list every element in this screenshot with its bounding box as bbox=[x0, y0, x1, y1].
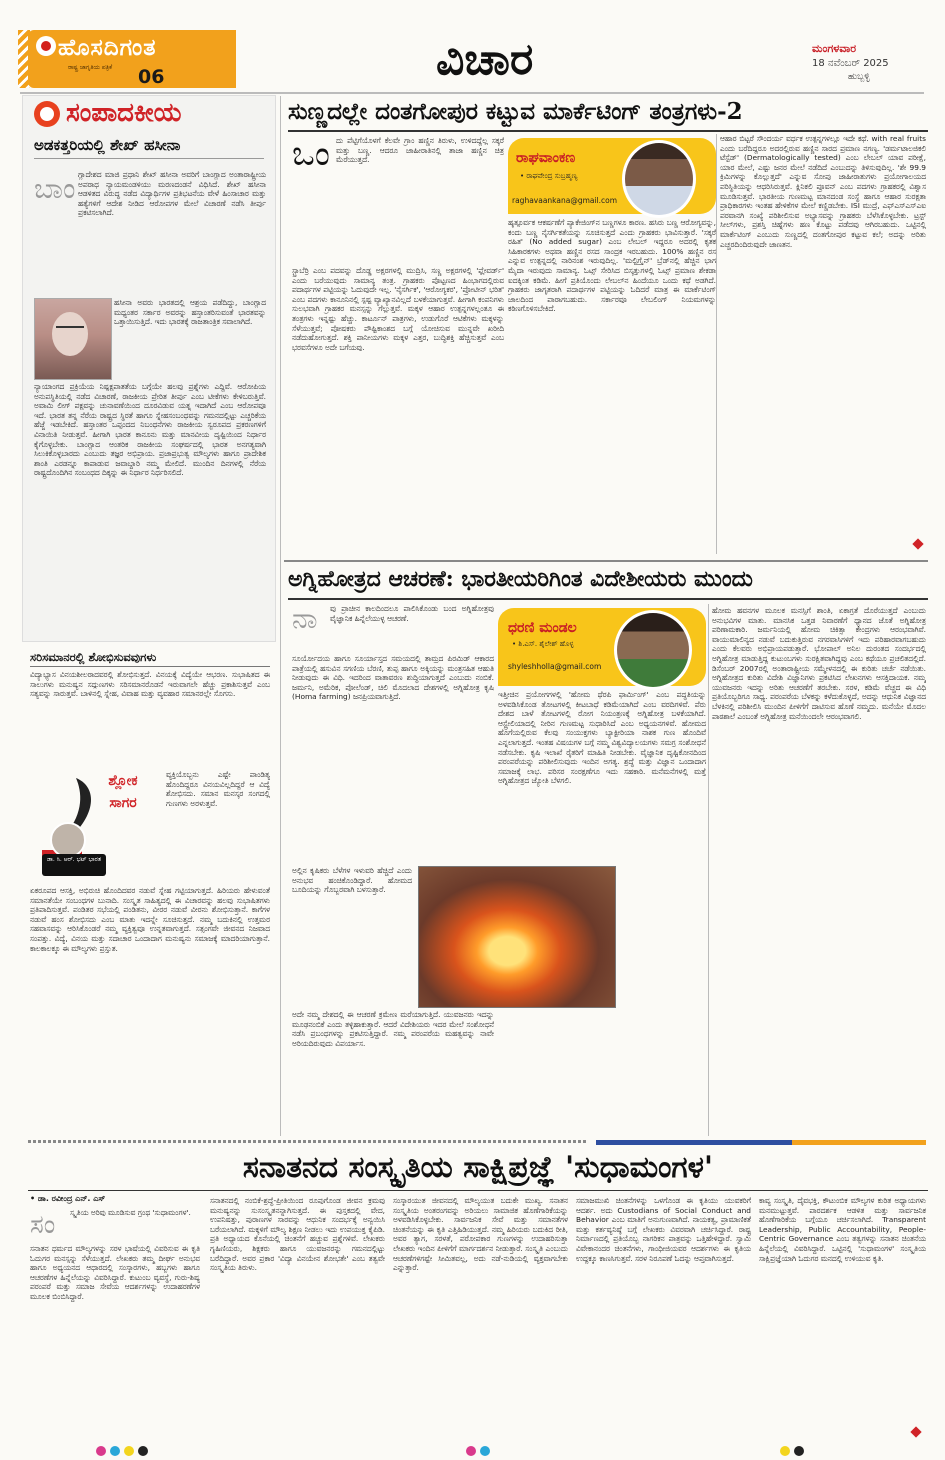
registration-dot-yellow-2 bbox=[780, 1446, 790, 1456]
article2-body-col1c: ಅದೇ ನಮ್ಮ ದೇಶದಲ್ಲಿ ಈ ಆಚರಣೆ ಕ್ರಮೇಣ ಮರೆಯಾಗುತ್ತಿದೆ. ಯುವಜನರು ಇದನ್ನು ಮೂಢನಂಬಿಕೆ ಎಂದು ತಳ್ಳಿಹಾಕುತ್ತಾರೆ. ಆದರೆ ವಿದೇಶಿಯರು ಇದರ ಮೇಲೆ ಸಂಶೋಧನೆ ನಡೆಸಿ ಪ್ರಬಂಧಗಳನ್ನು ಪ್ರಕಟಿಸುತ್ತಿದ್ದಾರೆ. ನಮ್ಮ ಪರಂಪರೆಯ ಮಹತ್ವವನ್ನು ನಾವೇ ಅರಿಯದಿರುವುದು ವಿಪರ್ಯಾಸ. bbox=[292, 1010, 494, 1048]
article1-body-col3: ಆಹಾರ ಬಿಟ್ಟರೆ ಸೌಂದರ್ಯ ವರ್ಧಕ ಉತ್ಪನ್ನಗಳಲ್ಲೂ ಇದೇ ಕಥೆ. with real fruits ಎಂದು ಬರೆದಿದ್ದರೂ ಅದರಲ್ಲಿರುವ ಹಣ್ಣಿನ ಸಾರದ ಪ್ರಮಾಣ ನಗಣ್ಯ. 'ಡರ್ಮಟಾಲಜಿಕಲಿ ಟೆಸ್ಟೆಡ್' (Dermatologically tested) ಎಂಬ ಲೇಬಲ್ ಯಾವ ಪರೀಕ್ಷೆ, ಯಾರ ಮೇಲೆ, ಎಷ್ಟು ಜನರ ಮೇಲೆ ನಡೆದಿದೆ ಎಂಬುದನ್ನು ತಿಳಿಸುವುದಿಲ್ಲ. 'ಶೇ 99.9 ಕ್ರಿಮಿಗಳನ್ನು ಕೊಲ್ಲುತ್ತದೆ' ಎನ್ನುವ ಸೋಪು ಜಾಹೀರಾತುಗಳು ಪ್ರಯೋಗಾಲಯದ ಪರಿಸ್ಥಿತಿಯನ್ನು ಆಧರಿಸಿರುತ್ತವೆ. ಕ್ಲಿನಿಕಲಿ ಪ್ರೂವನ್ ಎಂಬ ಪದಗಳು ಗ್ರಾಹಕರಲ್ಲಿ ವಿಶ್ವಾಸ ಮೂಡಿಸುತ್ತವೆ. ಭಾರತೀಯ ಗುಣಮಟ್ಟ ಮಾನದಂಡ ಸಂಸ್ಥೆ ಹಾಗೂ ಆಹಾರ ಸುರಕ್ಷತಾ ಪ್ರಾಧಿಕಾರಗಳು ಇಂತಹ ಹೇಳಿಕೆಗಳ ಮೇಲೆ ಕಣ್ಣಿಡಬೇಕು. ISI ಮುದ್ರೆ, ಎಫ್‌ಎಸ್‌ಎಸ್‌ಎಐ ಪರವಾನಗಿ ಸಂಖ್ಯೆ ಪರಿಶೀಲಿಸುವ ಅಭ್ಯಾಸವನ್ನು ಗ್ರಾಹಕರು ಬೆಳೆಸಿಕೊಳ್ಳಬೇಕು. ಟ್ರಸ್ಟ್ ಸೀಲ್‌ಗಳು, ಪ್ರಶಸ್ತಿ ಚಿಹ್ನೆಗಳು ಹಣ ಕೊಟ್ಟು ಪಡೆದವು ಆಗಿರಬಹುದು. ಒಟ್ಟಿನಲ್ಲಿ ಮಾರ್ಕೆಟಿಂಗ್ ಎಂಬುದು ಸುಣ್ಣದಲ್ಲಿ ದಂತಗೋಪುರ ಕಟ್ಟುವ ಕಲೆ; ಅದನ್ನು ಅರಿತು ಎಚ್ಚರದಿಂದಿರುವುದೇ ಜಾಣತನ. bbox=[720, 134, 926, 249]
registration-dot-cyan bbox=[110, 1446, 120, 1456]
shloka-title-2: ಸಾಗರ bbox=[109, 795, 137, 811]
editorial-body-3: ನ್ಯಾಯಾಂಗದ ಪ್ರಕ್ರಿಯೆಯ ನಿಷ್ಪಕ್ಷಪಾತತೆಯ ಬಗ್ಗೆಯೇ ಹಲವು ಪ್ರಶ್ನೆಗಳು ಎದ್ದಿವೆ. ಆರೋಪಿಯ ಅನುಪಸ್ಥಿತಿಯಲ್ಲಿ ನಡೆದ ವಿಚಾರಣೆ, ರಾಜಕೀಯ ಪ್ರೇರಿತ ತೀರ್ಪು ಎಂಬ ಟೀಕೆಗಳು ಕೇಳಿಬರುತ್ತಿವೆ. ಅವಾಮಿ ಲೀಗ್ ಪಕ್ಷವನ್ನು ಚುನಾವಣೆಯಿಂದ ದೂರವಿಡುವ ಯತ್ನ ಇದಾಗಿದೆ ಎಂಬ ಆರೋಪವೂ ಇದೆ. ಭಾರತ ತನ್ನ ನೆರೆಯ ರಾಷ್ಟ್ರದ ಸ್ಥಿರತೆ ಹಾಗೂ ಸ್ನೇಹಸಂಬಂಧವನ್ನು ಗಮನದಲ್ಲಿಟ್ಟು ಎಚ್ಚರಿಕೆಯ ಹೆಜ್ಜೆ ಇಡಬೇಕಿದೆ. ಹಸ್ತಾಂತರ ಒಪ್ಪಂದದ ನಿಬಂಧನೆಗಳು ರಾಜಕೀಯ ಸ್ವರೂಪದ ಪ್ರಕರಣಗಳಿಗೆ ವಿನಾಯಿತಿ ನೀಡುತ್ತವೆ. ಹೀಗಾಗಿ ಭಾರತ ಕಾನೂನು ಮತ್ತು ಮಾನವೀಯ ದೃಷ್ಟಿಯಿಂದ ನಿರ್ಧಾರ ಕೈಗೊಳ್ಳಬೇಕು. ಬಾಂಗ್ಲಾದ ಆಂತರಿಕ ರಾಜಕೀಯ ಸಂಘರ್ಷದಲ್ಲಿ ಭಾರತ ಅನಗತ್ಯವಾಗಿ ಸಿಲುಕಿಕೊಳ್ಳಬಾರದು ಎಂಬುದು ತಜ್ಞರ ಅಭಿಪ್ರಾಯ. ಪ್ರಜಾಪ್ರಭುತ್ವ ಮೌಲ್ಯಗಳು ಹಾಗೂ ಪ್ರಾದೇಶಿಕ ಶಾಂತಿ ಎರಡನ್ನೂ ಕಾಪಾಡುವ ಜವಾಬ್ದಾರಿ ನಮ್ಮ ಮೇಲಿದೆ. ಮುಂದಿನ ದಿನಗಳಲ್ಲಿ ನೆರೆಯ ರಾಷ್ಟ್ರದೊಂದಿಗಿನ ಸಂಬಂಧದ ದಿಕ್ಕನ್ನು ಈ ನಿರ್ಧಾರ ನಿರ್ಧರಿಸಲಿದೆ. bbox=[34, 382, 266, 478]
shloka-title-1: ಶ್ಲೋಕ bbox=[108, 773, 138, 789]
bottom-body-col5: ಕಾವ್ಯ ಸಂಸ್ಕೃತಿ, ದೈವಭಕ್ತಿ, ಕೌಟುಂಬಿಕ ಮೌಲ್ಯಗಳ ಕುರಿತ ಅಧ್ಯಾಯಗಳು ಮನಮುಟ್ಟುತ್ತವೆ. ಪಾರದರ್ಶಕ ಆಡಳಿತ ಮತ್ತು ಸಾರ್ವಜನಿಕ ಹೊಣೆಗಾರಿಕೆಯ ಬಗ್ಗೆಯೂ ಚರ್ಚಿಸಲಾಗಿದೆ. Transparent Leadership, Public Accountability, People-Centric Governance ಎಂಬ ತತ್ವಗಳನ್ನು ಸನಾತನ ಚಿಂತನೆಯ ಹಿನ್ನೆಲೆಯಲ್ಲಿ ವಿವರಿಸಿದ್ದಾರೆ. ಒಟ್ಟಿನಲ್ಲಿ 'ಸುಧಾಮಂಗಳ' ಸಂಸ್ಕೃತಿಯ ಸಾಕ್ಷಿಪ್ರಜ್ಞೆಯಾಗಿ ಓದುಗರ ಮನದಲ್ಲಿ ಉಳಿಯುವ ಕೃತಿ. bbox=[759, 1196, 926, 1263]
registration-dot-black bbox=[138, 1446, 148, 1456]
edition-city: ಹುಬ್ಬಳ್ಳಿ bbox=[848, 72, 870, 82]
article1-dropcap: ಒಂ bbox=[292, 134, 330, 174]
article2-email-link[interactable]: shyleshholla@gmail.com bbox=[508, 662, 602, 671]
editorial-bullseye-center bbox=[40, 107, 54, 121]
bottom-headline[interactable]: ಸನಾತನದ ಸಂಸ್ಕೃತಿಯ ಸಾಕ್ಷಿಪ್ರಜ್ಞೆ 'ಸುಧಾಮಂಗಳ' bbox=[242, 1150, 714, 1185]
article1-headline-rule bbox=[288, 130, 928, 132]
article1-column-name: ರಾಘವಾಂಕಣ bbox=[516, 150, 576, 166]
article1-headline[interactable]: ಸುಣ್ಣದಲ್ಲೇ ದಂತಗೋಪುರ ಕಟ್ಟುವ ಮಾರ್ಕೆಟಿಂಗ್ ತಂತ್ರಗಳು-2 bbox=[288, 98, 743, 125]
article2-column-name: ಧರಣಿ ಮಂಡಲ bbox=[508, 620, 577, 636]
shloka-author-badge: ಡಾ. ಸಿ. ಆರ್. ಭಟ್ ಭಾರತ bbox=[42, 854, 106, 876]
article2-col-divider bbox=[708, 604, 709, 1136]
shloka-author-photo bbox=[50, 822, 86, 858]
article2-body-col1: ಸೂರ್ಯೋದಯ ಹಾಗೂ ಸೂರ್ಯಾಸ್ತದ ಸಮಯದಲ್ಲಿ ತಾಮ್ರದ ಪಿರಮಿಡ್ ಆಕಾರದ ಪಾತ್ರೆಯಲ್ಲಿ ಹಸುವಿನ ಸಗಣಿಯ ಬೆರಣಿ, ತುಪ್ಪ ಹಾಗೂ ಅಕ್ಕಿಯನ್ನು ಮಂತ್ರಸಹಿತ ಆಹುತಿ ನೀಡುವುದು ಈ ವಿಧಿ. ಇದರಿಂದ ವಾತಾವರಣ ಶುದ್ಧಿಯಾಗುತ್ತದೆ ಎಂಬುದು ನಂಬಿಕೆ. ಜರ್ಮನಿ, ಅಮೆರಿಕ, ಪೋಲೆಂಡ್, ಚಿಲಿ ಮೊದಲಾದ ದೇಶಗಳಲ್ಲಿ ಅಗ್ನಿಹೋತ್ರ ಕೃಷಿ (Homa farming) ಜನಪ್ರಿಯವಾಗುತ್ತಿದೆ. bbox=[292, 654, 494, 702]
article2-body-col1b: ಅಲ್ಲಿನ ಕೃಷಿಕರು ಬೆಳೆಗಳ ಇಳುವರಿ ಹೆಚ್ಚಿದೆ ಎಂದು ಅನುಭವ ಹಂಚಿಕೊಂಡಿದ್ದಾರೆ. ಹೋಮದ ಬೂದಿಯನ್ನು ಗೊಬ್ಬರವಾಗಿ ಬಳಸುತ್ತಾರೆ. bbox=[292, 866, 412, 895]
editorial-label: ಸಂಪಾದಕೀಯ bbox=[66, 98, 182, 128]
article2-body-intro: ವು ಪ್ರಾಚೀನ ಕಾಲದಿಂದಲೂ ಪಾಲಿಸಿಕೊಂಡು ಬಂದ ಅಗ್ನಿಹೋತ್ರವು ವೈಜ್ಞಾನಿಕ ಹಿನ್ನೆಲೆಯುಳ್ಳ ಆಚರಣೆ. bbox=[330, 604, 494, 623]
sari-headline[interactable]: ಸರಿಸಮಾನರಲ್ಲಿ ಶೋಭಿಸುವವುಗಳು bbox=[30, 650, 157, 664]
agnihotra-fire-photo bbox=[418, 866, 616, 1008]
sari-body-2: ವ್ಯಕ್ತಿಯೊಬ್ಬನು ಎಷ್ಟೇ ಪಾಂಡಿತ್ಯ ಹೊಂದಿದ್ದರೂ ವಿನಯವಿಲ್ಲದಿದ್ದರೆ ಆ ವಿದ್ಯೆ ಶೋಭಿಸದು. ಸಮಾನ ಮನಸ್ಕರ ಸಂಗದಲ್ಲಿ ಗುಣಗಳು ಅರಳುತ್ತವೆ. bbox=[166, 770, 270, 808]
brand-name: ಹೊಸದಿಗಂತ bbox=[58, 34, 157, 61]
bottom-body-col2: ಸನಾತನದಲ್ಲಿ ನಂಬಿಕೆ-ಶ್ರದ್ಧೆ-ಪ್ರೀತಿಯಿಂದ ರೂಪುಗೊಂಡ ಜೀವನ ಕ್ರಮವು ಮನುಷ್ಯನನ್ನು ಸುಸಂಸ್ಕೃತನನ್ನಾಗಿಸುತ್ತದೆ. ಈ ಪುಸ್ತಕದಲ್ಲಿ ವೇದ, ಉಪನಿಷತ್ತು, ಪುರಾಣಗಳ ಸಾರವನ್ನು ಆಧುನಿಕ ಸಂದರ್ಭಕ್ಕೆ ಅನ್ವಯಿಸಿ ಬರೆಯಲಾಗಿದೆ. ಮಕ್ಕಳಿಗೆ ಮೌಲ್ಯ ಶಿಕ್ಷಣ ನೀಡಲು ಇದು ಉಪಯುಕ್ತ ಕೈಪಿಡಿ. ಪ್ರತಿ ಅಧ್ಯಾಯದ ಕೊನೆಯಲ್ಲಿ ಚಿಂತನೆಗೆ ಹಚ್ಚುವ ಪ್ರಶ್ನೆಗಳಿವೆ. ಲೇಖಕರು ಗೃಹಿಣಿಯರು, ಶಿಕ್ಷಕರು ಹಾಗೂ ಯುವಜನರನ್ನು ಗಮನದಲ್ಲಿಟ್ಟು ಬರೆದಿದ್ದಾರೆ. ಅವರ ಪ್ರಕಾರ 'ವಿದ್ಯಾ ವಿನಯೇನ ಶೋಭತೇ' ಎಂಬ ತತ್ವವೇ ಸಂಸ್ಕೃತಿಯ ತಿರುಳು. bbox=[210, 1196, 385, 1273]
brand-emblem-center bbox=[41, 41, 51, 51]
article1-email-link[interactable]: raghavaankana@gmail.com bbox=[512, 196, 618, 205]
article1-body-intro: ದು ಪೆಟ್ಟಿಗೆಯೊಳಗೆ ಕೆಲವೇ ಗ್ರಾಂ ಹಣ್ಣಿನ ತಿರುಳು, ಉಳಿದದ್ದೆಲ್ಲ ಸಕ್ಕರೆ ಮತ್ತು ಬಣ್ಣ. ಆದರೂ ಜಾಹೀರಾತಿನಲ್ಲಿ ತಾಜಾ ಹಣ್ಣಿನ ಚಿತ್ರ ಮೆರೆಯುತ್ತದೆ. bbox=[336, 136, 504, 165]
registration-dot-black-2 bbox=[794, 1446, 804, 1456]
article2-dropcap: ನಾ bbox=[292, 602, 318, 635]
article1-author: • ರಾಘವೇಂದ್ರ ಸುಬ್ರಹ್ಮಣ್ಯ bbox=[520, 172, 578, 180]
header-rule bbox=[20, 92, 924, 94]
bottom-body-col1: ಸನಾತನ ಧರ್ಮದ ಮೌಲ್ಯಗಳನ್ನು ಸರಳ ಭಾಷೆಯಲ್ಲಿ ವಿವರಿಸುವ ಈ ಕೃತಿ ಓದುಗರ ಮನಸ್ಸನ್ನು ಸೆಳೆಯುತ್ತದೆ. ಲೇಖಕರು ತಮ್ಮ ದೀರ್ಘ ಅನುಭವ ಹಾಗೂ ಅಧ್ಯಯನದ ಆಧಾರದಲ್ಲಿ ಸಂಸ್ಕಾರಗಳು, ಹಬ್ಬಗಳು ಹಾಗೂ ಆಚರಣೆಗಳ ಹಿನ್ನೆಲೆಯನ್ನು ವಿವರಿಸಿದ್ದಾರೆ. ಕುಟುಂಬ ವ್ಯವಸ್ಥೆ, ಗುರು-ಶಿಷ್ಯ ಪರಂಪರೆ ಮತ್ತು ಸಮಾಜ ಸೇವೆಯ ಆದರ್ಶಗಳನ್ನು ಉದಾಹರಣೆಗಳ ಮೂಲಕ ಬಿಂಬಿಸಿದ್ದಾರೆ. bbox=[30, 1244, 200, 1301]
sari-rule bbox=[30, 666, 270, 667]
bottom-dropcap: ಸಂ bbox=[30, 1210, 56, 1240]
sari-body-3: ಏಕರೂಪದ ಆಸಕ್ತಿ, ಅಭಿರುಚಿ ಹೊಂದಿದವರ ನಡುವೆ ಸ್ನೇಹ ಗಟ್ಟಿಯಾಗುತ್ತದೆ. ಹಿರಿಯರು ಹೇಳುವಂತೆ ಸಮಾನತೆಯೇ ಸಂಬಂಧಗಳ ಬುನಾದಿ. ಸಂಸ್ಕೃತ ಸಾಹಿತ್ಯದಲ್ಲಿ ಈ ವಿಚಾರವನ್ನು ಹಲವು ಸುಭಾಷಿತಗಳು ಪ್ರತಿಪಾದಿಸುತ್ತವೆ. ಪಂಡಿತರ ಸಭೆಯಲ್ಲಿ ಪಂಡಿತನು, ವೀರರ ನಡುವೆ ವೀರನು ಶೋಭಿಸುತ್ತಾನೆ. ಕಾಗೆಗಳ ನಡುವೆ ಹಂಸ ಶೋಭಿಸದು ಎಂಬ ಮಾತು ಇದನ್ನೇ ಸೂಚಿಸುತ್ತದೆ. ನಮ್ಮ ಬದುಕಿನಲ್ಲಿ ಉತ್ತಮರ ಸಹವಾಸವನ್ನು ಆರಿಸಿಕೊಂಡರೆ ನಮ್ಮ ವ್ಯಕ್ತಿತ್ವವೂ ಉನ್ನತವಾಗುತ್ತದೆ. ಸತ್ಸಂಗವೇ ಜೀವನದ ನಿಜವಾದ ಸಂಪತ್ತು. ವಿದ್ಯೆ, ವಿನಯ ಮತ್ತು ಸದಾಚಾರ ಒಂದಾದಾಗ ಮನುಷ್ಯನು ಸಮಾಜಕ್ಕೆ ಮಾದರಿಯಾಗುತ್ತಾನೆ. ಕಾಲಕಾಲಕ್ಕೂ ಈ ಮೌಲ್ಯಗಳು ಪ್ರಸ್ತುತ. bbox=[30, 886, 270, 953]
article1-col-divider bbox=[716, 134, 717, 554]
bottom-body-intro: ಸ್ಕೃತಿಯ ಅರಿವು ಮೂಡಿಸುವ ಗ್ರಂಥ 'ಸುಧಾಮಂಗಳ'. bbox=[70, 1208, 191, 1217]
editorial-photo-face bbox=[52, 312, 88, 356]
editorial-photo-glasses bbox=[56, 326, 84, 334]
article2-author: • ಶಿ.ಎಸ್. ಶೈಲೇಶ್ ಹೊಳ್ಳ bbox=[512, 640, 574, 648]
bottom-headline-rule bbox=[28, 1190, 928, 1191]
article2-headline[interactable]: ಅಗ್ನಿಹೋತ್ರದ ಆಚರಣೆ: ಭಾರತೀಯರಿಗಿಂತ ವಿದೇಶೀಯರು ಮುಂದು bbox=[288, 566, 753, 592]
article2-body-col2: ಇತ್ತೀಚಿನ ಪ್ರಯೋಗಗಳಲ್ಲಿ 'ಹೋಮ ಥೆರಪಿ ಫಾರ್ಮಿಂಗ್' ಎಂಬ ಪದ್ಧತಿಯನ್ನು ಅಳವಡಿಸಿಕೊಂಡ ತೋಟಗಳಲ್ಲಿ ಕೀಟಬಾಧೆ ಕಡಿಮೆಯಾಗಿದೆ ಎಂಬ ವರದಿಗಳಿವೆ. ಪೆರು ದೇಶದ ಬಾಳೆ ತೋಟಗಳಲ್ಲಿ ರೋಗ ನಿಯಂತ್ರಣಕ್ಕೆ ಅಗ್ನಿಹೋತ್ರ ಬಳಕೆಯಾಗಿದೆ. ಆಸ್ಟ್ರೇಲಿಯಾದಲ್ಲಿ ನೀರಿನ ಗುಣಮಟ್ಟ ಸುಧಾರಿಸಿದೆ ಎಂಬ ಅಧ್ಯಯನಗಳಿವೆ. ಹೋಮದ ಹೊಗೆಯಲ್ಲಿರುವ ಕೆಲವು ಸಂಯುಕ್ತಗಳು ಬ್ಯಾಕ್ಟೀರಿಯಾ ನಾಶಕ ಗುಣ ಹೊಂದಿವೆ ಎನ್ನಲಾಗುತ್ತದೆ. ಇಂತಹ ವಿಷಯಗಳ ಬಗ್ಗೆ ನಮ್ಮ ವಿಶ್ವವಿದ್ಯಾಲಯಗಳು ಸಮಗ್ರ ಸಂಶೋಧನೆ ನಡೆಸಬೇಕು. ಕೃಷಿ ಇಲಾಖೆ ರೈತರಿಗೆ ಮಾಹಿತಿ ನೀಡಬೇಕು. ವೈಜ್ಞಾನಿಕ ದೃಷ್ಟಿಕೋನದಿಂದ ಪರಂಪರೆಯನ್ನು ಪರಿಶೀಲಿಸುವುದು ಇಂದಿನ ಅಗತ್ಯ. ಶ್ರದ್ಧೆ ಮತ್ತು ವಿಜ್ಞಾನ ಒಂದಾದಾಗ ಸಮಾಜಕ್ಕೆ ಲಾಭ. ಪರಿಸರ ಸಂರಕ್ಷಣೆಗೂ ಇದು ಸಹಕಾರಿ. ಮನೆಮನೆಗಳಲ್ಲಿ ಮತ್ತೆ ಅಗ್ನಿಹೋತ್ರದ ಜ್ಯೋತಿ ಬೆಳಗಲಿ. bbox=[498, 690, 706, 786]
registration-dot-yellow bbox=[124, 1446, 134, 1456]
bottom-body-col3: ಸಂಸ್ಕಾರಯುತ ಜೀವನದಲ್ಲಿ ಮೌಲ್ಯಯುತ ಬದುಕೇ ಮುಖ್ಯ. ಸನಾತನ ಸಂಸ್ಕೃತಿಯ ಅಂತರಂಗವನ್ನು ಅರಿಯಲು ಸಾಮಾಜಿಕ ಹೊಣೆಗಾರಿಕೆಯನ್ನು ಅಳವಡಿಸಿಕೊಳ್ಳಬೇಕು. ಸಾರ್ವಜನಿಕ ಸೇವೆ ಮತ್ತು ಸಮಾನತೆಗಳ ಚಿಂತನೆಯನ್ನು ಈ ಕೃತಿ ಎತ್ತಿಹಿಡಿಯುತ್ತದೆ. ನಮ್ಮ ಹಿರಿಯರು ಬದುಕಿದ ರೀತಿ, ಅವರ ತ್ಯಾಗ, ಸರಳತೆ, ಪರೋಪಕಾರ ಗುಣಗಳನ್ನು ಉದಾಹರಿಸುತ್ತಾ ಲೇಖಕರು ಇಂದಿನ ಪೀಳಿಗೆಗೆ ಮಾರ್ಗದರ್ಶನ ನೀಡುತ್ತಾರೆ. ಸಂಸ್ಕೃತಿ ಎಂಬುದು ಆಚರಣೆಗಳಿಗಷ್ಟೇ ಸೀಮಿತವಲ್ಲ, ಅದು ನಡೆ-ನುಡಿಯಲ್ಲಿ ವ್ಯಕ್ತವಾಗಬೇಕು ಎನ್ನುತ್ತಾರೆ. bbox=[393, 1196, 568, 1273]
bottom-body-col4: ಸಮಾಜಮುಖಿ ಚಿಂತನೆಗಳನ್ನು ಒಳಗೊಂಡ ಈ ಕೃತಿಯು ಯುವಕರಿಗೆ ಆದರ್ಶ. ಅದು Custodians of Social Conduct and Behavior ಎಂಬ ಮಾತಿಗೆ ಅನುಗುಣವಾಗಿದೆ. ನಾಯಕತ್ವ, ಪ್ರಾಮಾಣಿಕತೆ ಮತ್ತು ಕರ್ತವ್ಯನಿಷ್ಠೆ ಬಗ್ಗೆ ಲೇಖಕರು ವಿವರವಾಗಿ ಚರ್ಚಿಸಿದ್ದಾರೆ. ರಾಷ್ಟ್ರ ನಿರ್ಮಾಣದಲ್ಲಿ ಪ್ರತಿಯೊಬ್ಬ ನಾಗರಿಕನ ಪಾತ್ರವನ್ನು ಒತ್ತಿಹೇಳಿದ್ದಾರೆ. ಸ್ವಾಮಿ ವಿವೇಕಾನಂದರ ಚಿಂತನೆಗಳು, ಗಾಂಧೀಜಿಯವರ ಆದರ್ಶಗಳು ಈ ಕೃತಿಯ ಉದ್ದಕ್ಕೂ ಕಾಣಸಿಗುತ್ತವೆ. ಸರಳ ನಿರೂಪಣೆ ಓದನ್ನು ಆಪ್ತವಾಗಿಸುತ್ತದೆ. bbox=[576, 1196, 751, 1263]
brand-tagline: ರಾಷ್ಟ್ರ ಜಾಗೃತಿಯ ಪತ್ರಿಕೆ bbox=[68, 64, 113, 71]
article1-body-col1: ಸ್ಟ್ರಾಬೆರ‍್ರಿ ಎಂಬ ಪದವನ್ನು ದೊಡ್ಡ ಅಕ್ಷರಗಳಲ್ಲಿ ಮುದ್ರಿಸಿ, ಸಣ್ಣ ಅಕ್ಷರಗಳಲ್ಲಿ 'ಫ್ಲೇವರ್ಡ್' ಎಂದು ಬರೆಯುವುದು ಸಾಮಾನ್ಯ ತಂತ್ರ. ಗ್ರಾಹಕರು ಪೊಟ್ಟಣದ ಹಿಂಭಾಗದಲ್ಲಿರುವ ಪದಾರ್ಥಗಳ ಪಟ್ಟಿಯನ್ನು ಓದುವುದೇ ಇಲ್ಲ. 'ನೈಸರ್ಗಿಕ', 'ಆರೋಗ್ಯಕರ', 'ಪ್ರೋಟೀನ್ ಭರಿತ' ಎಂಬ ಪದಗಳು ಕಾನೂನಿನಲ್ಲಿ ಸ್ಪಷ್ಟ ವ್ಯಾಖ್ಯಾನವಿಲ್ಲದೆ ಬಳಕೆಯಾಗುತ್ತವೆ. ಹೀಗಾಗಿ ಕಂಪನಿಗಳು ಸುಲಭವಾಗಿ ಗ್ರಾಹಕರ ಮನಸ್ಸನ್ನು ಗೆಲ್ಲುತ್ತವೆ. ಮಕ್ಕಳ ಆಹಾರ ಉತ್ಪನ್ನಗಳಲ್ಲಂತೂ ಈ ತಂತ್ರಗಳು ಇನ್ನಷ್ಟು ಹೆಚ್ಚು. ಕಾರ್ಟೂನ್ ಪಾತ್ರಗಳು, ಉಡುಗೊರೆ ಆಟಿಕೆಗಳು ಮಕ್ಕಳನ್ನು ಸೆಳೆಯುತ್ತವೆ; ಪೋಷಕರು ಪೌಷ್ಟಿಕಾಂಶದ ಬಗ್ಗೆ ಯೋಚಿಸುವ ಮುನ್ನವೇ ಖರೀದಿ ನಡೆದುಹೋಗುತ್ತದೆ. ಶಕ್ತಿ ಪಾನೀಯಗಳು ಮಕ್ಕಳ ಎತ್ತರ, ಬುದ್ಧಿಶಕ್ತಿ ಹೆಚ್ಚಿಸುತ್ತವೆ ಎಂಬ ಭರವಸೆಗಳೂ ಅದೇ ಬಗೆಯವು. bbox=[292, 266, 504, 352]
registration-dot-magenta bbox=[96, 1446, 106, 1456]
sari-body-1: ವಿದ್ಯಾಭ್ಯಾಸ ವಿನಯಶೀಲರಾದವರಲ್ಲಿ ಶೋಭಿಸುತ್ತದೆ. ವಿನಯಕ್ಕೆ ವಿದ್ಯೆಯೇ ಆಭರಣ. ಸುಭಾಷಿತದ ಈ ಸಾಲುಗಳು ಮನುಷ್ಯನ ಸದ್ಗುಣಗಳು ಸರಿಸಮಾನರೊಡನೆ ಇರುವಾಗಲೇ ಹೆಚ್ಚು ಪ್ರಕಾಶಿಸುತ್ತವೆ ಎಂಬ ಸತ್ಯವನ್ನು ಸಾರುತ್ತವೆ. ಬಾಳಿನಲ್ಲಿ ಸ್ನೇಹ, ವಿವಾಹ ಮತ್ತು ವ್ಯವಹಾರ ಸಮಾನರಲ್ಲೇ ಸೊಗಸು. bbox=[30, 670, 270, 699]
editorial-headline[interactable]: ಅಡಕತ್ತರಿಯಲ್ಲಿ ಶೇಖ್ ಹಸೀನಾ bbox=[34, 136, 181, 154]
bottom-author: • ಡಾ. ರವೀಂದ್ರ ಎನ್. ಎಸ್ bbox=[30, 1194, 106, 1203]
editorial-rule bbox=[34, 158, 264, 159]
article-divider bbox=[284, 560, 928, 562]
registration-dot-magenta-2 bbox=[466, 1446, 476, 1456]
article1-author-photo bbox=[622, 140, 696, 218]
editorial-body-1: ಗ್ಲಾದೇಶದ ಮಾಜಿ ಪ್ರಧಾನಿ ಶೇಖ್ ಹಸೀನಾ ಅವರಿಗೆ ಬಾಂಗ್ಲಾದ ಅಂತಾರಾಷ್ಟ್ರೀಯ ಅಪರಾಧ ನ್ಯಾಯಮಂಡಳಿಯು ಮರಣದಂಡನೆ ವಿಧಿಸಿದೆ. ಶೇಖ್ ಹಸೀನಾ ಆಡಳಿತದ ವಿರುದ್ಧ ನಡೆದ ವಿದ್ಯಾರ್ಥಿಗಳ ಪ್ರತಿಭಟನೆಯ ವೇಳೆ ಹಿಂಸಾಚಾರ ಮತ್ತು ಹತ್ಯೆಗಳಿಗೆ ಆದೇಶ ನೀಡಿದ ಆರೋಪಗಳ ಮೇಲೆ ವಿಚಾರಣೆ ನಡೆಸಿ ತೀರ್ಪು ಪ್ರಕಟಿಸಲಾಗಿದೆ. bbox=[78, 170, 266, 218]
bottom-dotted-bar bbox=[28, 1140, 588, 1143]
section-title: ವಿಚಾರ bbox=[436, 34, 534, 85]
page-number: 06 bbox=[138, 66, 165, 88]
editorial-dropcap: ಬಾಂ bbox=[34, 172, 76, 205]
bottom-blue-bar bbox=[596, 1140, 792, 1145]
article1-body-col2: ಹೃತ್ಪೂರ್ವಕ ಆಕರ್ಷಣೆಗೆ ಪ್ಯಾಕೇಜಿಂಗ್‌ನ ಬಣ್ಣಗಳೂ ಕಾರಣ. ಹಸಿರು ಬಣ್ಣ ಆರೋಗ್ಯವನ್ನು, ಕಂದು ಬಣ್ಣ ನೈಸರ್ಗಿಕತೆಯನ್ನು ಸೂಚಿಸುತ್ತದೆ ಎಂದು ಗ್ರಾಹಕರು ಭಾವಿಸುತ್ತಾರೆ. 'ಸಕ್ಕರೆ ರಹಿತ' (No added sugar) ಎಂಬ ಲೇಬಲ್ ಇದ್ದರೂ ಅದರಲ್ಲಿ ಕೃತಕ ಸಿಹಿಕಾರಕಗಳು ಅಥವಾ ಹಣ್ಣಿನ ರಸದ ಸಾಂದ್ರಕ ಇರಬಹುದು. 100% ಹಣ್ಣಿನ ರಸ ಎನ್ನುವ ಉತ್ಪನ್ನದಲ್ಲಿ ನಾರಿನಂಶ ಇರುವುದಿಲ್ಲ. 'ಮಲ್ಟಿಗ್ರೈನ್' ಬ್ರೆಡ್‌ನಲ್ಲಿ ಹೆಚ್ಚಿನ ಭಾಗ ಮೈದಾ ಇರುವುದು ಸಾಮಾನ್ಯ. ಓಟ್ಸ್ ಸೇರಿಸಿದ ಬಿಸ್ಕತ್ತುಗಳಲ್ಲಿ ಓಟ್ಸ್ ಪ್ರಮಾಣ ಶೇಕಡಾ ಐದಕ್ಕಿಂತ ಕಡಿಮೆ. ಹೀಗೆ ಪ್ರತಿಯೊಂದು ಲೇಬಲ್‌ನ ಹಿಂದೆಯೂ ಒಂದು ಕಥೆ ಅಡಗಿದೆ. ಗ್ರಾಹಕರು ಜಾಗೃತರಾಗಿ ಪದಾರ್ಥಗಳ ಪಟ್ಟಿಯನ್ನು ಓದಿದರೆ ಮಾತ್ರ ಈ ಮಾರ್ಕೆಟಿಂಗ್ ಜಾಲದಿಂದ ಪಾರಾಗಬಹುದು. ಸರ್ಕಾರವೂ ಲೇಬಲಿಂಗ್ ನಿಯಮಗಳನ್ನು ಕಠಿಣಗೊಳಿಸಬೇಕಿದೆ. bbox=[508, 218, 716, 314]
date-full: 18 ನವೆಂಬರ್ 2025 bbox=[812, 58, 889, 69]
article2-headline-rule bbox=[288, 598, 928, 600]
article2-author-photo bbox=[614, 610, 692, 690]
bottom-orange-bar bbox=[792, 1140, 926, 1145]
editorial-body-2: ಹಸೀನಾ ಅವರು ಭಾರತದಲ್ಲಿ ಆಶ್ರಯ ಪಡೆದಿದ್ದು, ಬಾಂಗ್ಲಾದ ಮಧ್ಯಂತರ ಸರ್ಕಾರ ಅವರನ್ನು ಹಸ್ತಾಂತರಿಸುವಂತೆ ಭಾರತವನ್ನು ಒತ್ತಾಯಿಸುತ್ತಿದೆ. ಇದು ಭಾರತಕ್ಕೆ ರಾಜತಾಂತ್ರಿಕ ಸವಾಲಾಗಿದೆ. bbox=[114, 298, 266, 327]
registration-dot-cyan-2 bbox=[480, 1446, 490, 1456]
date-day: ಮಂಗಳವಾರ bbox=[812, 42, 857, 55]
article2-body-col3: ಹೋಮ ಹವನಗಳ ಮೂಲಕ ಮನಸ್ಸಿಗೆ ಶಾಂತಿ, ಏಕಾಗ್ರತೆ ದೊರೆಯುತ್ತದೆ ಎಂಬುದು ಅನುಭವಿಗಳ ಮಾತು. ಮಾನಸಿಕ ಒತ್ತಡ ನಿವಾರಣೆಗೆ ಧ್ಯಾನದ ಜೊತೆ ಅಗ್ನಿಹೋತ್ರ ಪರಿಣಾಮಕಾರಿ. ಜರ್ಮನಿಯಲ್ಲಿ ಹೋಮ ಚಿಕಿತ್ಸಾ ಕೇಂದ್ರಗಳು ಆರಂಭವಾಗಿವೆ. ವಾಯುಮಾಲಿನ್ಯದ ನಡುವೆ ಬದುಕುತ್ತಿರುವ ನಗರವಾಸಿಗಳಿಗೆ ಇದು ಪರಿಹಾರವಾಗಬಹುದು ಎಂದು ಕೆಲವರು ಅಭಿಪ್ರಾಯಪಡುತ್ತಾರೆ. ಭೋಪಾಲ್ ಅನಿಲ ದುರಂತದ ಸಂದರ್ಭದಲ್ಲಿ ಅಗ್ನಿಹೋತ್ರ ಮಾಡುತ್ತಿದ್ದ ಕುಟುಂಬಗಳು ಸುರಕ್ಷಿತವಾಗಿದ್ದವು ಎಂಬ ಕಥೆಯೂ ಪ್ರಚಲಿತದಲ್ಲಿದೆ. ಡಿಸೆಂಬರ್ 2007ರಲ್ಲಿ ಅಂತಾರಾಷ್ಟ್ರೀಯ ಸಮ್ಮೇಳನದಲ್ಲಿ ಈ ಕುರಿತು ಚರ್ಚೆ ನಡೆಯಿತು. ಅಗ್ನಿಹೋತ್ರದ ಕುರಿತು ವಿದೇಶಿ ವಿಜ್ಞಾನಿಗಳು ಪ್ರಕಟಿಸಿದ ಲೇಖನಗಳು ಆಸಕ್ತಿದಾಯಕ. ನಮ್ಮ ಯುವಜನರು ಇದನ್ನು ಅರಿತು ಆಚರಣೆಗೆ ತರಬೇಕು. ಸರಳ, ಕಡಿಮೆ ವೆಚ್ಚದ ಈ ವಿಧಿ ಪ್ರತಿಯೊಬ್ಬರಿಗೂ ಸಾಧ್ಯ. ಪರಂಪರೆಯ ಬೆಳಕನ್ನು ಕಳೆದುಕೊಳ್ಳದೆ, ಅದನ್ನು ಆಧುನಿಕ ವಿಜ್ಞಾನದ ಬೆಳಕಿನಲ್ಲಿ ಪರಿಶೀಲಿಸಿ ಮುಂದಿನ ಪೀಳಿಗೆಗೆ ದಾಟಿಸುವ ಹೊಣೆ ನಮ್ಮದು. ಮನೆಯೇ ಮೊದಲ ಪಾಠಶಾಲೆ ಎಂಬಂತೆ ಅಗ್ನಿಹೋತ್ರ ಮನೆಯಿಂದಲೇ ಆರಂಭವಾಗಲಿ. bbox=[712, 606, 926, 721]
column-divider-left bbox=[280, 96, 281, 1136]
